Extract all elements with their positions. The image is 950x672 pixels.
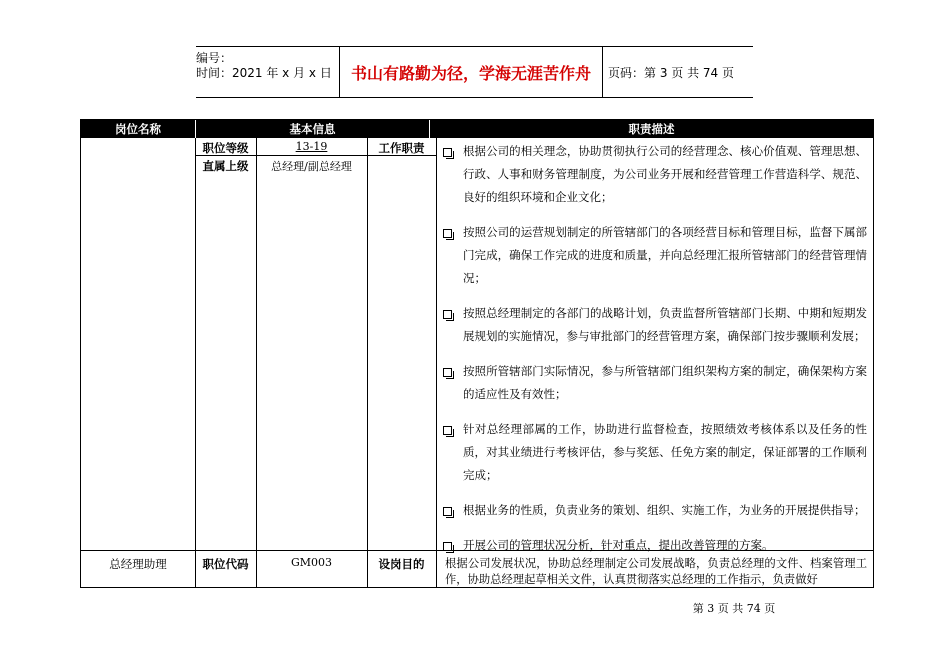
column-header-duty-description: 职责描述 — [430, 120, 873, 138]
checkbox-bullet-icon — [443, 368, 452, 377]
position-purpose-text: 根据公司发展状况，协助总经理制定公司发展战略，负责总经理的文件、档案管理工作，协助总经理起草相关文件，认真贯彻落实总经理的工作指示，负责做好 — [445, 557, 867, 586]
label-job-code: 职位代码 — [202, 557, 249, 571]
value-direct-supervisor: 总经理/副总经理 — [271, 160, 352, 173]
list-item: 按照总经理制定的各部门的战略计划，负责监督所管辖部门长期、中期和短期发展规划的实施情况，参与审批部门的经营管理方案，确保部门按步骤顺利发展； — [437, 302, 867, 348]
header-motto: 书山有路勤为径，学海无涯苦作舟 — [339, 47, 603, 97]
list-item: 开展公司的管理状况分析，针对重点，提出改善管理的方案。 — [437, 534, 867, 557]
list-item: 根据业务的性质，负责业务的策划、组织、实施工作，为业务的开展提供指导； — [437, 499, 867, 522]
list-item: 针对总经理部属的工作，协助进行监督检查，按照绩效考核体系以及任务的性质，对其业绩进行考核评估，参与奖惩、任免方案的制定，保证部署的工作顺利完成； — [437, 418, 867, 487]
grid-line — [256, 138, 257, 587]
header-meta — [196, 47, 339, 97]
value-job-code: GM003 — [290, 556, 333, 569]
checkbox-bullet-icon — [443, 426, 452, 435]
job-description-table — [80, 119, 874, 588]
list-item: 按照公司的运营规划制定的所管辖部门的各项经营目标和管理目标，监督下属部门完成，确保工作完成的进度和质量，并向总经理汇报所管辖部门的经营管理情况； — [437, 221, 867, 290]
label-direct-supervisor: 直属上级 — [202, 159, 249, 173]
document-date: 时间：2021 年 x 月 x 日 — [196, 66, 332, 80]
document-number-label: 编号： — [196, 51, 233, 65]
checkbox-bullet-icon — [443, 148, 452, 157]
list-item: 根据公司的相关理念，协助贯彻执行公司的经营理念、核心价值观、管理思想、行政、人事和财务管理制度，为公司业务开展和经营管理工作营造科学、规范、良好的组织环境和企业文化； — [437, 140, 867, 209]
header-page-code: 页码：第 3 页 共 74 页 — [608, 65, 734, 80]
position-name: 总经理助理 — [109, 557, 167, 571]
checkbox-bullet-icon — [443, 507, 452, 516]
checkbox-bullet-icon — [443, 310, 452, 319]
duty-list — [437, 140, 867, 569]
label-job-level: 职位等级 — [202, 141, 249, 155]
label-job-duties: 工作职责 — [378, 141, 425, 155]
grid-line — [367, 138, 368, 587]
checkbox-bullet-icon — [443, 542, 452, 551]
list-item: 按照所管辖部门实际情况，参与所管辖部门组织架构方案的制定，确保架构方案的适应性及有效性； — [437, 360, 867, 406]
column-header-basic-info: 基本信息 — [196, 120, 429, 138]
page-header — [196, 46, 753, 98]
label-position-purpose: 设岗目的 — [378, 557, 425, 571]
checkbox-bullet-icon — [443, 229, 452, 238]
page-footer: 第 3 页 共 74 页 — [692, 602, 776, 615]
column-header-position-name: 岗位名称 — [81, 120, 195, 138]
value-job-level: 13-19 — [295, 140, 328, 153]
grid-line — [195, 138, 196, 587]
